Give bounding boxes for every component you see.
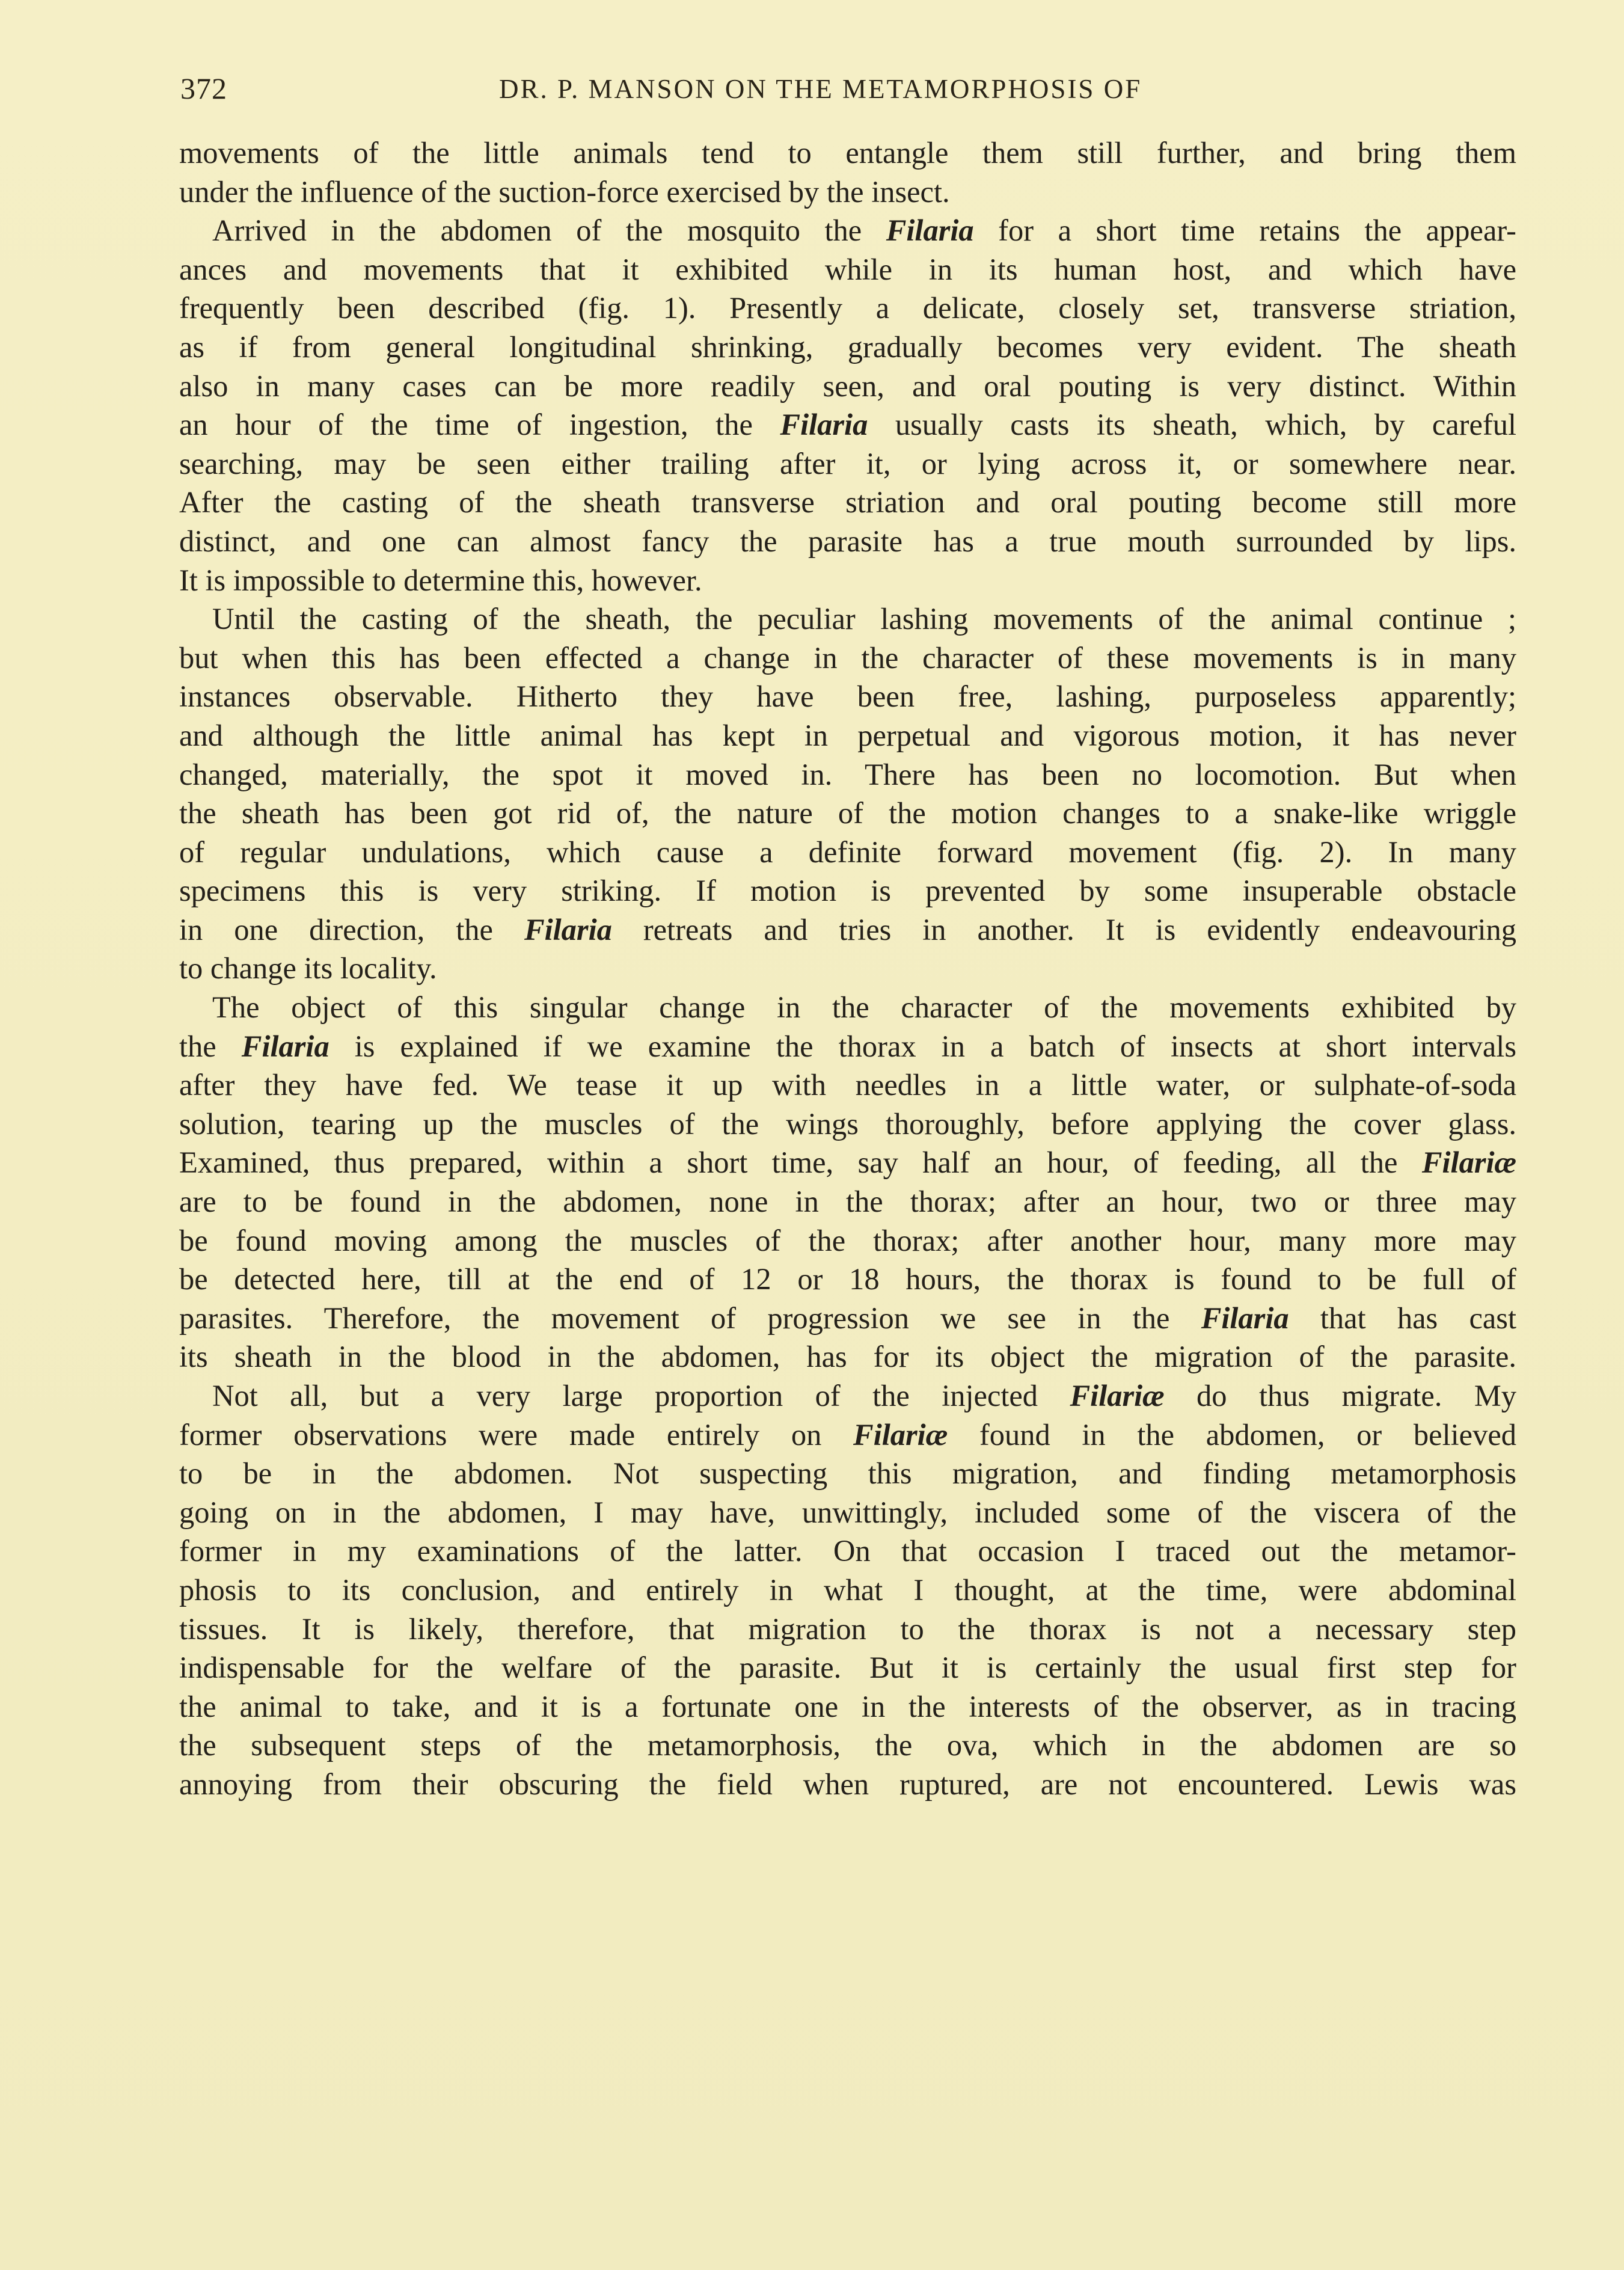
italic-term: Filaria (780, 408, 868, 442)
text-line: It is impossible to determine this, however. (179, 563, 702, 597)
text-line: phosis to its conclusion, and entirely in what I thought, at the time, were abdominal (179, 1572, 1516, 1607)
text-line: are to be found in the abdomen, none in the thorax; after an hour, two or three may (179, 1185, 1516, 1219)
text-line: former observations were made entirely on Filariæ found in the abdomen, or believed (179, 1417, 1516, 1452)
text-line: but when this has been effected a change in the character of these movements is in many (179, 640, 1516, 675)
text-line: of regular undulations, which cause a definite forward movement (fig. 2). In many (179, 835, 1516, 869)
text-line: an hour of the time of ingestion, the Filaria usually casts its sheath, which, by careful (179, 408, 1516, 442)
page-header (180, 71, 1581, 119)
text-line: to be in the abdomen. Not suspecting this migration, and finding metamorphosis (179, 1456, 1516, 1491)
text-line: as if from general longitudinal shrinking, gradually becomes very evident. The sheath (179, 330, 1516, 364)
italic-term: Filaria (886, 213, 974, 248)
text-line: changed, materially, the spot it moved in. There has been no locomotion. But when (179, 757, 1516, 791)
page-number: 372 (180, 72, 227, 105)
text-line: Examined, thus prepared, within a short time, say half an hour, of feeding, all the Filariæ (179, 1146, 1516, 1180)
text-line: Until the casting of the sheath, the peculiar lashing movements of the animal continue ; (212, 602, 1516, 636)
text-line: specimens this is very striking. If motion is prevented by some insuperable obstacle (179, 874, 1516, 908)
text-line: ances and movements that it exhibited while in its human host, and which have (179, 252, 1516, 286)
text-line: after they have fed. We tease it up with needles in a little water, or sulphate-of-soda (179, 1068, 1516, 1102)
text-line: be detected here, till at the end of 12 or 18 hours, the thorax is found to be full of (179, 1262, 1516, 1296)
text-line: the sheath has been got rid of, the nature of the motion changes to a snake-like wriggle (179, 796, 1516, 830)
text-line: under the influence of the suction-force exercised by the insect. (179, 174, 950, 209)
text-line: annoying from their obscuring the field when ruptured, are not encountered. Lewis was (179, 1767, 1516, 1801)
text-line: and although the little animal has kept in perpetual and vigorous motion, it has never (179, 718, 1516, 752)
text-line: movements of the little animals tend to entangle them still further, and bring them (179, 136, 1516, 170)
text-line: indispensable for the welfare of the parasite. But it is certainly the usual first step for (179, 1651, 1516, 1685)
text-line: Arrived in the abdomen of the mosquito the Filaria for a short time retains the appear- (212, 213, 1516, 248)
body-text (179, 133, 1516, 1804)
text-line: frequently been described (fig. 1). Presently a delicate, closely set, transverse striation, (179, 291, 1516, 325)
text-line: parasites. Therefore, the movement of progression we see in the Filaria that has cast (179, 1301, 1516, 1335)
italic-term: Filaria (1201, 1301, 1289, 1335)
italic-term: Filariæ (1070, 1379, 1165, 1413)
text-line: The object of this singular change in the character of the movements exhibited by (212, 990, 1516, 1025)
text-line: Not all, but a very large proportion of the injected Filariæ do thus migrate. My (212, 1379, 1516, 1413)
italic-term: Filaria (524, 912, 612, 946)
text-line: the animal to take, and it is a fortunate one in the interests of the observer, as in tracing (179, 1689, 1516, 1723)
text-line: distinct, and one can almost fancy the parasite has a true mouth surrounded by lips. (179, 524, 1516, 558)
text-line: also in many cases can be more readily seen, and oral pouting is very distinct. Within (179, 369, 1516, 403)
running-head: DR. P. MANSON ON THE METAMORPHOSIS OF (499, 74, 1142, 104)
text-line: its sheath in the blood in the abdomen, has for its object the migration of the parasite. (179, 1340, 1516, 1374)
text-line: the subsequent steps of the metamorphosis, the ova, which in the abdomen are so (179, 1728, 1516, 1762)
text-line: former in my examinations of the latter. On that occasion I traced out the metamor- (179, 1534, 1516, 1568)
text-line: in one direction, the Filaria retreats and tries in another. It is evidently endeavouring (179, 912, 1516, 946)
text-line: to change its locality. (179, 951, 437, 986)
text-line: solution, tearing up the muscles of the wings thoroughly, before applying the cover glass. (179, 1106, 1516, 1141)
text-line: be found moving among the muscles of the thorax; after another hour, many more may (179, 1223, 1516, 1257)
text-line: the Filaria is explained if we examine the thorax in a batch of insects at short intervals (179, 1029, 1516, 1063)
italic-term: Filaria (241, 1029, 329, 1063)
italic-term: Filariæ (1421, 1146, 1516, 1180)
italic-term: Filariæ (853, 1417, 948, 1452)
text-line: instances observable. Hitherto they have been free, lashing, purposeless apparently; (179, 679, 1516, 714)
text-line: tissues. It is likely, therefore, that migration to the thorax is not a necessary step (179, 1612, 1516, 1646)
text-line: After the casting of the sheath transverse striation and oral pouting become still more (179, 485, 1516, 520)
text-line: searching, may be seen either trailing after it, or lying across it, or somewhere near. (179, 446, 1516, 480)
text-line: going on in the abdomen, I may have, unwittingly, included some of the viscera of the (179, 1495, 1516, 1529)
